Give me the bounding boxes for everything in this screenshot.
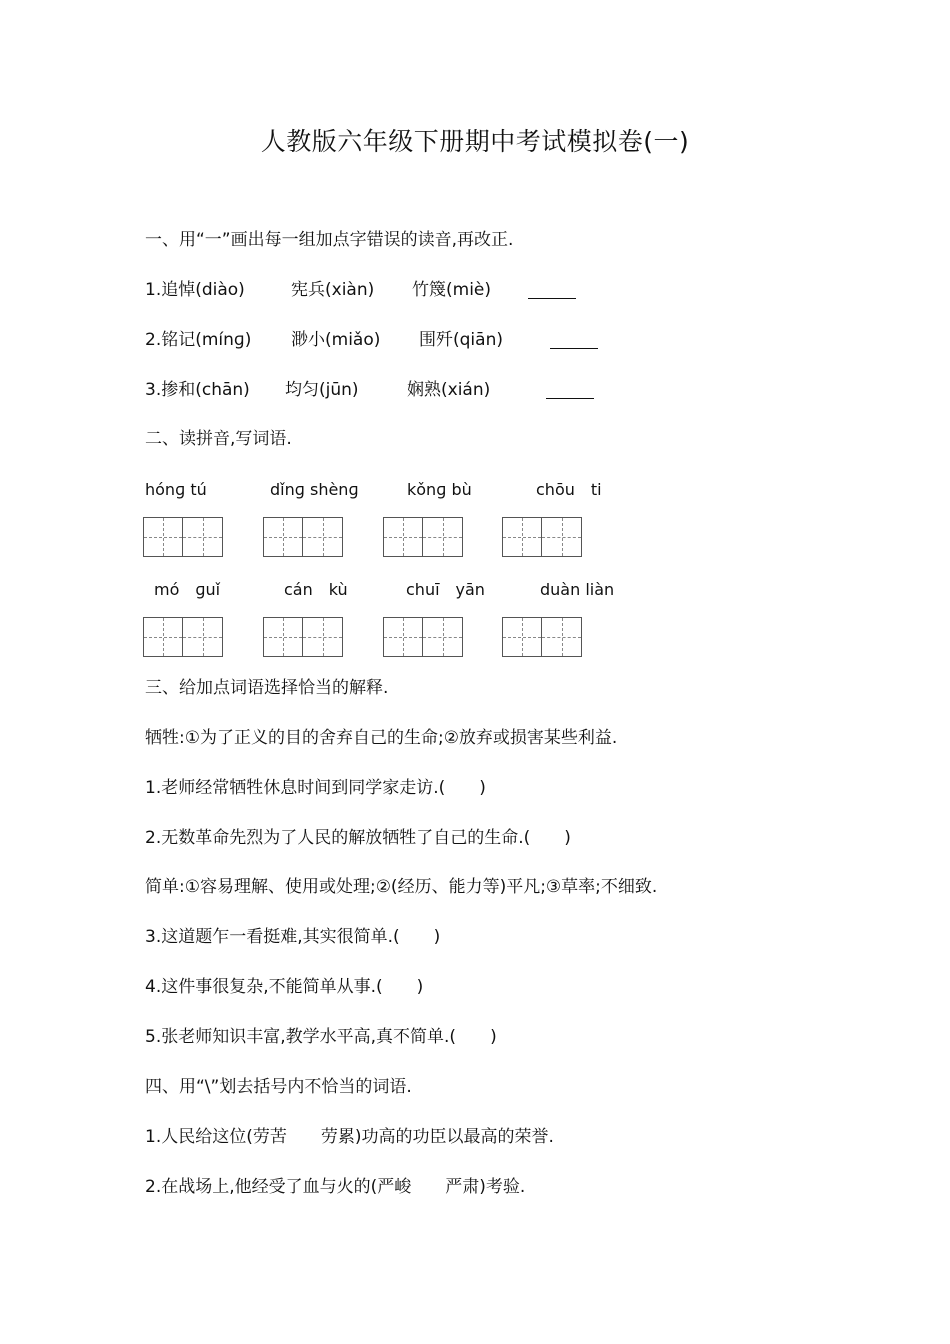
writing-box-3[interactable] bbox=[383, 517, 463, 557]
s1-row3-answer-blank[interactable] bbox=[546, 398, 594, 399]
question-3-5[interactable]: 5.张老师知识丰富,教学水平高,真不简单.( ) bbox=[145, 1027, 497, 1047]
writing-box-1[interactable] bbox=[143, 517, 223, 557]
pinyin-6: cán kù bbox=[284, 580, 348, 599]
writing-box-2[interactable] bbox=[263, 517, 343, 557]
s1-row1-answer-blank[interactable] bbox=[528, 298, 576, 299]
s1-row2-answer-blank[interactable] bbox=[550, 348, 598, 349]
definition-xisheng: 牺牲:①为了正义的目的舍弃自己的生命;②放弃或损害某些利益. bbox=[145, 728, 618, 748]
s1-row3-item-c: 娴熟(xián) bbox=[407, 380, 491, 400]
pinyin-7: chuī yān bbox=[406, 580, 485, 599]
question-3-2[interactable]: 2.无数革命先烈为了人民的解放牺牲了自己的生命.( ) bbox=[145, 828, 571, 848]
pinyin-2: dǐnɡ shènɡ bbox=[270, 480, 359, 499]
section-4-heading: 四、用“\”划去括号内不恰当的词语. bbox=[145, 1077, 412, 1097]
writing-box-6[interactable] bbox=[263, 617, 343, 657]
question-4-2[interactable]: 2.在战场上,他经受了血与火的(严峻 严肃)考验. bbox=[145, 1177, 526, 1197]
question-3-4[interactable]: 4.这件事很复杂,不能简单从事.( ) bbox=[145, 977, 424, 997]
pinyin-3: kǒnɡ bù bbox=[407, 480, 472, 499]
s1-row3-item-a: 3.掺和(chān) bbox=[145, 380, 250, 400]
s1-row2-item-c: 围歼(qiān) bbox=[419, 330, 503, 350]
s1-row1-item-c: 竹篾(miè) bbox=[412, 280, 492, 300]
question-3-3[interactable]: 3.这道题乍一看挺难,其实很简单.( ) bbox=[145, 927, 441, 947]
s1-row2-item-a: 2.铭记(mínɡ) bbox=[145, 330, 252, 350]
pinyin-5: mó ɡuǐ bbox=[154, 580, 221, 599]
pinyin-1: hónɡ tú bbox=[145, 480, 207, 499]
s1-row1-item-b: 宪兵(xiàn) bbox=[291, 280, 375, 300]
pinyin-8: duàn liàn bbox=[540, 580, 615, 599]
pinyin-4: chōu ti bbox=[536, 480, 602, 499]
section-2-heading: 二、读拼音,写词语. bbox=[145, 429, 292, 449]
writing-box-4[interactable] bbox=[502, 517, 582, 557]
definition-jiandan: 简单:①容易理解、使用或处理;②(经历、能力等)平凡;③草率;不细致. bbox=[145, 877, 658, 897]
writing-box-7[interactable] bbox=[383, 617, 463, 657]
page-title: 人教版六年级下册期中考试模拟卷(一) bbox=[260, 127, 690, 156]
question-3-1[interactable]: 1.老师经常牺牲休息时间到同学家走访.( ) bbox=[145, 778, 486, 798]
writing-box-8[interactable] bbox=[502, 617, 582, 657]
question-4-1[interactable]: 1.人民给这位(劳苦 劳累)功高的功臣以最高的荣誉. bbox=[145, 1127, 554, 1147]
section-1-heading: 一、用“一”画出每一组加点字错误的读音,再改正. bbox=[145, 230, 514, 250]
writing-box-5[interactable] bbox=[143, 617, 223, 657]
section-3-heading: 三、给加点词语选择恰当的解释. bbox=[145, 678, 389, 698]
s1-row3-item-b: 均匀(jūn) bbox=[285, 380, 359, 400]
s1-row2-item-b: 渺小(miǎo) bbox=[291, 330, 381, 350]
s1-row1-item-a: 1.追悼(diào) bbox=[145, 280, 245, 300]
